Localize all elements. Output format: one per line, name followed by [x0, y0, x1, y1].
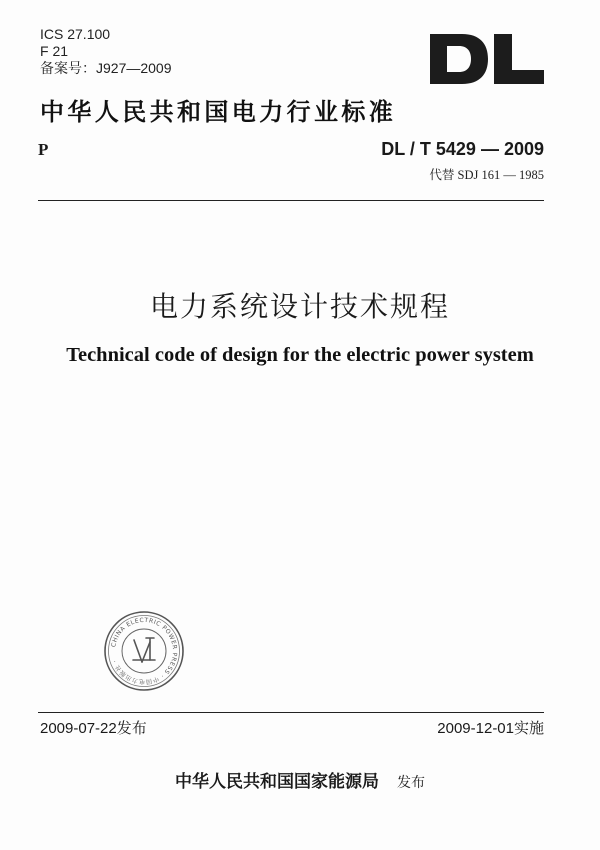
publisher-seal-icon	[103, 610, 185, 692]
issuer-name: 中华人民共和国国家能源局	[175, 772, 379, 792]
standard-number: DL / T 5429 — 2009	[381, 139, 544, 159]
implementation-date: 2009-12-01实施	[437, 720, 544, 737]
industry-standard-title: 中华人民共和国电力行业标准	[40, 97, 397, 126]
ics-code: ICS 27.100	[40, 26, 111, 42]
issue-date: 2009-07-22发布	[40, 720, 147, 737]
top-divider	[38, 200, 544, 201]
issuing-authority	[0, 767, 600, 792]
ccs-code: F 21	[40, 43, 69, 59]
document-title-chinese: 电力系统设计技术规程	[149, 290, 450, 323]
issuer-action: 发布	[397, 775, 425, 791]
bottom-divider	[38, 712, 544, 713]
svg-text:CHINA ELECTRIC POWER PRESS · 中: CHINA ELECTRIC POWER PRESS · 中国电力出版社 ·	[110, 616, 179, 686]
replaces-note: 代替 SDJ 161 — 1985	[429, 168, 544, 182]
record-number: 备案号：J927—2009	[40, 60, 172, 76]
document-title-english: Technical code of design for the electric power system	[66, 344, 534, 366]
dl-logo	[428, 32, 546, 86]
category-letter: P	[38, 140, 49, 159]
